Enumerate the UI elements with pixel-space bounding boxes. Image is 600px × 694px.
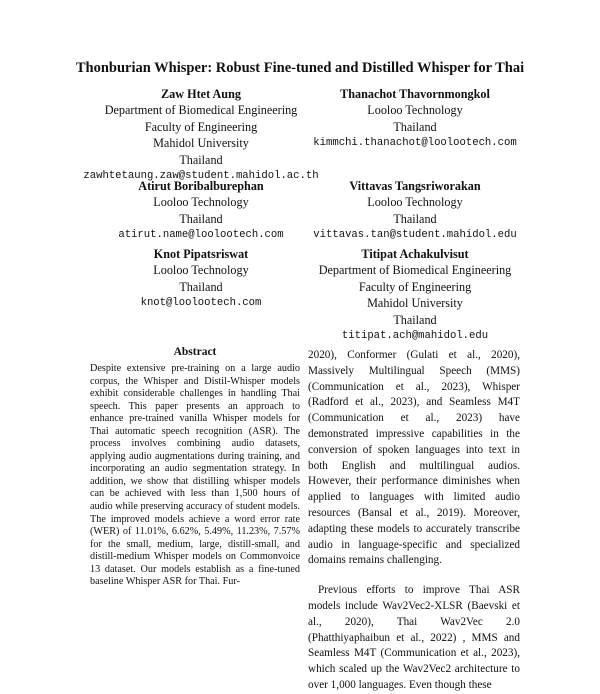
author-affiliation: Thailand (179, 211, 223, 226)
author-affiliation: Thailand (393, 312, 437, 327)
author-affiliation: Looloo Technology (367, 195, 463, 210)
author-block (275, 86, 555, 152)
intro-paragraph: 2020), Conformer (Gulati et al., 2020), Massively Multilingual Speech (MMS) (Communication et al., 2023), Whisper (Radford et al., 2023), and Seamless M4T (Communication et al., 2023) have demonstrated impressive capabilities in the conversion of spoken languages into text in both English and multilingual audios. However, their performance diminishes when applied to languages with limited audio resources (Bansal et al., 2019). Moreover, adapting these models to accurately transcribe audio in language-specific and specialized domains remains challenging. (308, 349, 520, 567)
author-affiliation: Thailand (393, 211, 437, 226)
author-email: zawhtetaung.zaw@student.mahidol.ac.th (83, 170, 319, 183)
author-affiliation: Department of Biomedical Engineering (104, 103, 298, 118)
author-affiliation: Thailand (393, 119, 437, 134)
author-name: Titipat Achakulvisut (361, 247, 469, 261)
author-email: vittavas.tan@student.mahidol.edu (313, 229, 517, 242)
author-name: Vittavas Tangsriworakan (349, 179, 481, 193)
author-affiliation: Faculty of Engineering (358, 279, 472, 294)
author-affiliation: Department of Biomedical Engineering (318, 263, 512, 278)
author-affiliation: Faculty of Engineering (144, 119, 258, 134)
author-affiliation: Looloo Technology (153, 263, 249, 278)
author-name: Knot Pipatsriswat (153, 247, 249, 261)
author-affiliation: Looloo Technology (153, 195, 249, 210)
author-affiliation: Thailand (179, 279, 223, 294)
author-affiliation: Mahidol University (153, 136, 249, 151)
author-affiliation: Thailand (179, 152, 223, 167)
author-email: titipat.ach@mahidol.edu (341, 330, 489, 343)
author-affiliation: Looloo Technology (367, 103, 463, 118)
author-email: atirut.name@loolootech.com (118, 229, 284, 242)
author-block (275, 246, 555, 344)
author-email: knot@loolootech.com (140, 297, 262, 310)
author-affiliation: Mahidol University (367, 296, 463, 311)
abstract-body: Despite extensive pre-training on a large audio corpus, the Whisper and Distil-Whisper models exhibit considerable challenges in handling Thai speech. This paper presents an approach to enhance pre-trained vanilla Whisper models for Thai automatic speech recognition (ASR). The process involves combining audio datasets, applying audio augmentations during training, and incorporating an audio segmentation strategy. In addition, we show that distilling whisper models can be achieved with less than 1,500 hours of audio while preserving accuracy of student models. The improved models achieve a word error rate (WER) of 11.01%, 6.62%, 5.49%, 11.23%, 7.57% for the small, medium, large, distill-small, and distill-medium Whisper models on Commonvoice 13 dataset. Our models establish as a fine-tuned baseline Whisper ASR for Thai. Fur- (90, 363, 300, 588)
author-email: kimmchi.thanachot@loolootech.com (313, 137, 517, 150)
paper-title: Thonburian Whisper: Robust Fine-tuned and Distilled Whisper for Thai (75, 60, 525, 76)
author-name: Atirut Boribalburephan (138, 179, 264, 193)
author-name: Zaw Htet Aung (161, 87, 241, 101)
intro-column (308, 348, 520, 694)
abstract-heading: Abstract (173, 346, 217, 358)
author-name: Thanachot Thavornmongkol (340, 87, 490, 101)
author-block (275, 178, 555, 244)
intro-paragraph: Previous efforts to improve Thai ASR models include Wav2Vec2-XLSR (Baevski et al., 2020), Thai Wav2Vec 2.0 (Phatthiyaphaibun et al., 2022) , MMS and Seamless M4T (Communication et al., 2023), which scaled up the Wav2Vec2 architecture to over 1,000 languages. Even though these (308, 584, 520, 691)
